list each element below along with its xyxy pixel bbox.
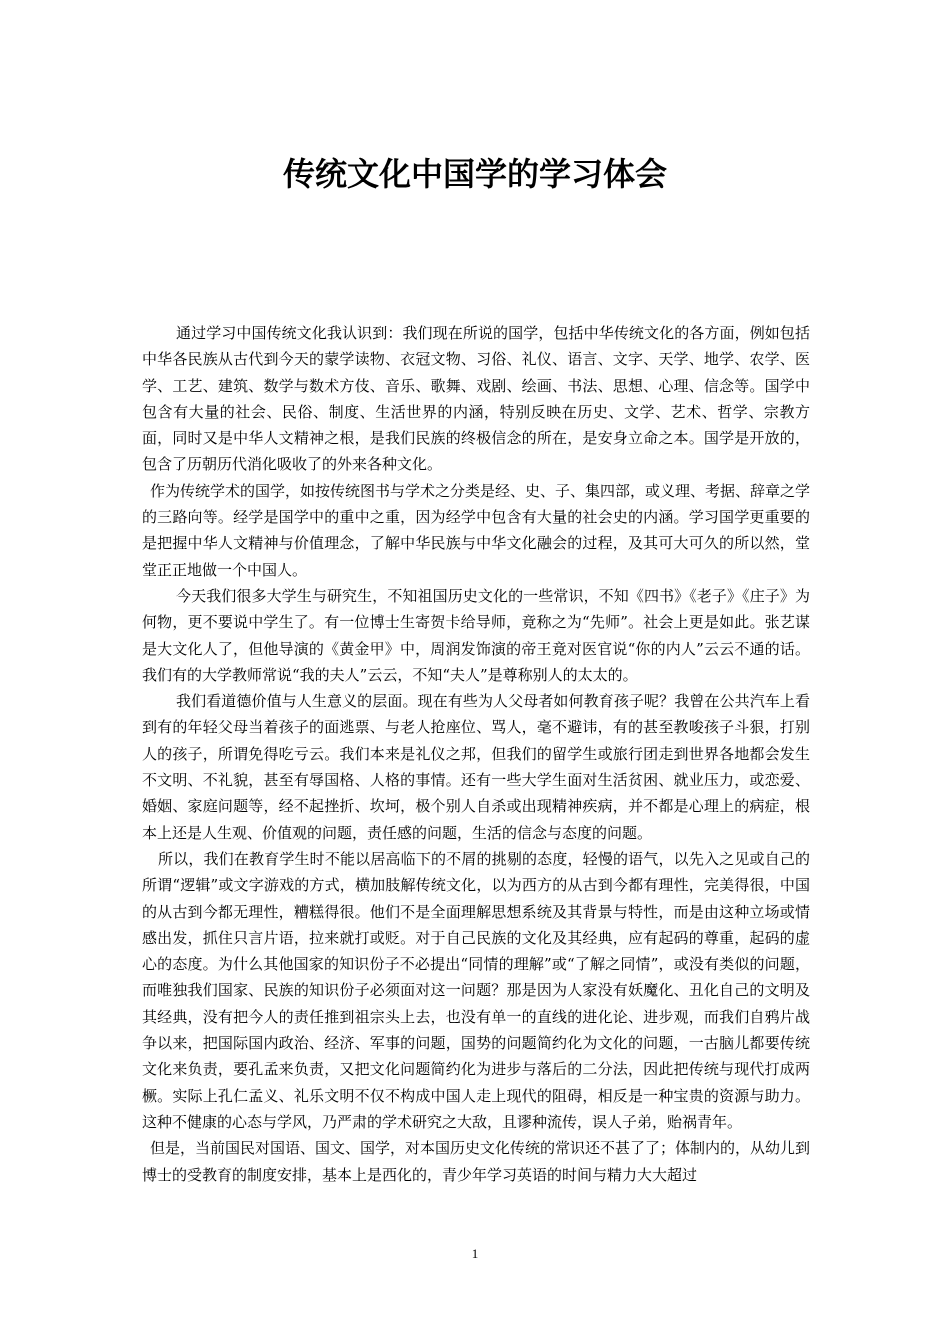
page-number: 1 [471,1246,479,1261]
document-title: 传统文化中国学的学习体会 [282,155,667,193]
paragraph: 所以，我们在教育学生时不能以居高临下的不屑的挑剔的态度，轻慢的语气，以先入之见或自己的所谓“逻辑”或文字游戏的方式，横加肢解传统文化，以为西方的从古到今都有理性，完美得很，中国的从古到今都无理性，糟糕得很。他们不是全面理解思想系统及其背景与特性，而是由这种立场或情感出发，抓住只言片语，拉来就打或贬。对于自己民族的文化及其经典，应有起码的尊重，起码的虚心的态度。为什么其他国家的知识份子不必提出“同情的理解”或“了解之同情”，或没有类似的问题，而唯独我们国家、民族的知识份子必须面对这一问题？那是因为人家没有妖魔化、丑化自己的文明及其经典，没有把今人的责任推到祖宗头上去，也没有单一的直线的进化论、进步观，而我们自鸦片战争以来，把国际国内政治、经济、军事的问题，国势的问题简约化为文化的问题，一古脑儿都要传统文化来负责，要孔孟来负责，又把文化问题简约化为进步与落后的二分法，因此把传统与现代打成两橛。实际上孔仁孟义、礼乐文明不仅不构成中国人走上现代的阻碍，相反是一种宝贵的资源与助力。这种不健康的心态与学风，乃严肃的学术研究之大敌，且谬种流传，误人子弟，贻祸青年。 [142,849,810,1131]
paragraph: 我们看道德价值与人生意义的层面。现在有些为人父母者如何教育孩子呢？我曾在公共汽车上看到有的年轻父母当着孩子的面逃票、与老人抢座位、骂人，毫不避讳，有的甚至教唆孩子斗狠，打别人的孩子，所谓免得吃亏云。我们本来是礼仪之邦，但我们的留学生或旅行团走到世界各地都会发生不文明、不礼貌，甚至有辱国格、人格的事情。还有一些大学生面对生活贫困、就业压力，或恋爱、婚姻、家庭问题等，经不起挫折、坎坷，极个别人自杀或出现精神疾病，并不都是心理上的病症，根本上还是人生观、价值观的问题，责任感的问题，生活的信念与态度的问题。 [142,692,810,842]
paragraph: 今天我们很多大学生与研究生，不知祖国历史文化的一些常识，不知《四书》《老子》《庄子》为何物，更不要说中学生了。有一位博士生寄贺卡给导师，竟称之为“先师”。社会上更是如此。张艺谋是大文化人了，但他导演的《黄金甲》中，周润发饰演的帝王竟对医官说“你的内人”云云不通的话。我们有的大学教师常说“我的夫人”云云，不知“夫人”是尊称别人的太太的。 [142,586,810,684]
paragraph: 通过学习中国传统文化我认识到：我们现在所说的国学，包括中华传统文化的各方面，例如包括中华各民族从古代到今天的蒙学读物、衣冠文物、习俗、礼仪、语言、文字、天学、地学、农学、医学、工艺、建筑、数学与数术方伎、音乐、歌舞、戏剧、绘画、书法、思想、心理、信念等。国学中包含有大量的社会、民俗、制度、生活世界的内涵，特别反映在历史、文学、艺术、哲学、宗教方面，同时又是中华人文精神之根，是我们民族的终极信念的所在，是安身立命之本。国学是开放的，包含了历朝历代消化吸收了的外来各种文化。 [142,324,810,474]
paragraph: 作为传统学术的国学，如按传统图书与学术之分类是经、史、子、集四部，或义理、考据、辞章之学的三路向等。经学是国学中的重中之重，因为经学中包含有大量的社会史的内涵。学习国学更重要的是把握中华人文精神与价值理念，了解中华民族与中华文化融会的过程，及其可大可久的所以然，堂堂正正地做一个中国人。 [142,481,811,579]
document-body [142,320,810,1188]
paragraph: 但是，当前国民对国语、国文、国学，对本国历史文化传统的常识还不甚了了；体制内的，从幼儿到博士的受教育的制度安排，基本上是西化的，青少年学习英语的时间与精力大大超过 [142,1139,811,1184]
